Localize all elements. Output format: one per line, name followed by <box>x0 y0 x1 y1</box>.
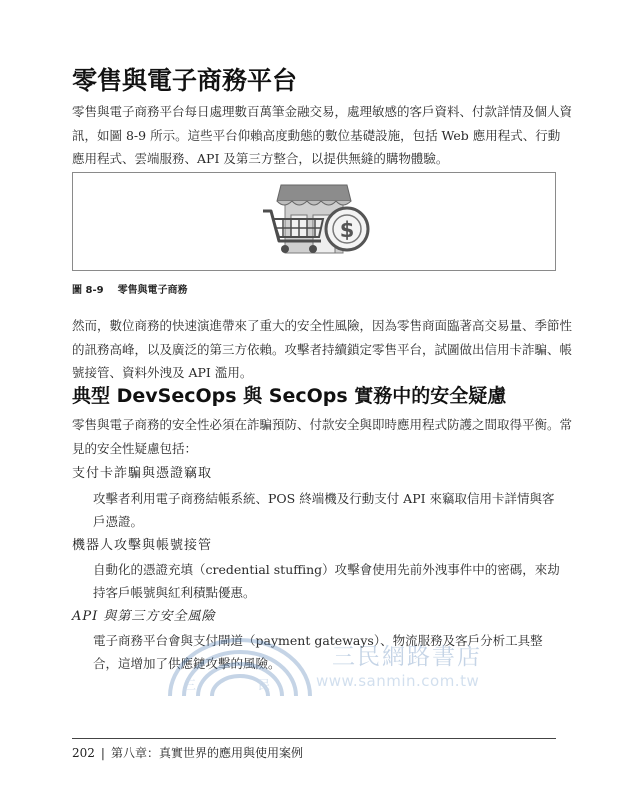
section-heading-retail: 零售與電子商務平台 <box>72 66 298 95</box>
footer-separator: | <box>100 746 105 760</box>
page-number: 202 <box>72 746 95 760</box>
figure-caption-text: 零售與電子商務 <box>117 285 188 296</box>
footer-divider <box>72 738 556 739</box>
svg-text:$: $ <box>339 218 355 242</box>
watermark-char-2: 民 <box>258 678 271 692</box>
watermark-char-1: 三 <box>184 678 197 692</box>
dollar-coin-icon <box>326 208 368 250</box>
concern-desc-api-risk: 電子商務平台會與支付閘道（payment gateways）、物流服務及客戶分析工具整合，這增加了供應鏈攻擊的風險。 <box>93 633 543 671</box>
concern-desc-card-fraud: 攻擊者利用電子商務結帳系統、POS 終端機及行動支付 API 來竊取信用卡詳情與客戶憑證。 <box>93 491 555 529</box>
retail-illustration <box>255 179 375 265</box>
chapter-title: 第八章：真實世界的應用與使用案例 <box>110 746 303 760</box>
security-concerns-heading: 典型 DevSecOps 與 SecOps 實務中的安全疑慮 <box>72 385 507 407</box>
figure-caption <box>72 281 188 296</box>
security-intro-paragraph: 零售與電子商務的安全性必須在詐騙預防、付款安全與即時應用程式防護之間取得平衡。常見的安全性疑慮包括： <box>72 417 573 456</box>
concern-term-api-risk: API 與第三方安全風險 <box>72 609 216 624</box>
concern-term-card-fraud: 支付卡詐騙與憑證竊取 <box>72 466 213 481</box>
risk-paragraph: 然而，數位商務的快速演進帶來了重大的安全性風險，因為零售商面臨著高交易量、季節性的訊務高峰，以及廣泛的第三方依賴。攻擊者持續鎖定零售平台，試圖做出信用卡詐騙、帳號接管、資料外洩及 API 濫用。 <box>72 318 573 380</box>
concern-term-bot-attacks: 機器人攻擊與帳號接管 <box>72 538 213 553</box>
figure-caption-number: 圖 8-9 <box>72 285 104 296</box>
watermark-url: www.sanmin.com.tw <box>316 672 480 690</box>
page-footer <box>72 745 303 761</box>
watermark-store-name: 三民網路書店 <box>332 644 482 670</box>
intro-paragraph: 零售與電子商務平台每日處理數百萬筆金融交易，處理敏感的客戶資料、付款詳情及個人資訊，如圖 8-9 所示。這些平台仰賴高度動態的數位基礎設施，包括 Web 應用程式、行動應用程式、雲端服務、API 及第三方整合，以提供無縫的購物體驗。 <box>72 104 573 166</box>
figure-8-9 <box>72 172 556 271</box>
concern-desc-bot-attacks: 自動化的憑證充填（credential stuffing）攻擊會使用先前外洩事件中的密碼，來劫持客戶帳號與紅利積點優惠。 <box>93 562 560 600</box>
